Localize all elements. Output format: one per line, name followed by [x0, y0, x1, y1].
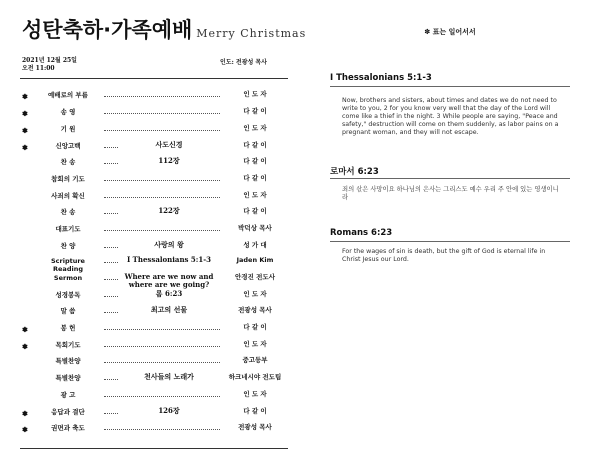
- stand-marker: ✽: [22, 409, 28, 418]
- order-item-leader: 다 같 이: [243, 107, 267, 115]
- dotted-leader: [104, 113, 220, 114]
- order-item-label: 찬 송: [60, 208, 76, 216]
- divider-bottom: [20, 448, 288, 449]
- order-row: [22, 106, 288, 120]
- order-item-label: 신앙고백: [55, 142, 81, 150]
- title-english: Merry Christmas: [196, 27, 307, 40]
- order-item-leader: 다 같 이: [243, 174, 267, 182]
- order-item-label: 대표기도: [55, 225, 81, 233]
- order-row: [22, 372, 288, 386]
- order-item-label: 예배로의 부름: [48, 91, 88, 99]
- order-row: [22, 406, 288, 420]
- order-item-leader: 인 도 자: [243, 191, 267, 199]
- service-leader: 인도: 전광성 목사: [220, 59, 267, 66]
- dotted-leader: [104, 197, 220, 198]
- dotted-leader: [104, 362, 220, 363]
- order-item-label: Scripture Reading: [51, 257, 85, 273]
- order-item-leader: 전광성 목사: [238, 306, 272, 314]
- order-item-label: 응답과 결단: [51, 408, 85, 416]
- dotted-leader: [104, 346, 220, 347]
- order-item-label: 찬 양: [60, 242, 76, 250]
- reading-divider: [330, 86, 570, 87]
- order-item-detail: 롬 6:23: [118, 290, 220, 298]
- order-item-detail: 최고의 선물: [118, 306, 220, 314]
- order-item-detail: 천사들의 노래가: [118, 373, 220, 381]
- order-item-label: 특별찬양: [55, 374, 81, 382]
- dotted-leader: [104, 180, 220, 181]
- order-row: [22, 240, 288, 254]
- order-row: [22, 255, 288, 273]
- stand-marker: ✽: [22, 92, 28, 101]
- dotted-leader: [104, 429, 220, 430]
- order-item-leader: 박덕상 목사: [238, 224, 272, 232]
- reading-text-romans-ko: 죄의 삯은 사망이요 하나님의 은사는 그리스도 예수 우리 주 안에 있는 영생이니라: [342, 186, 559, 201]
- order-row: [22, 339, 288, 353]
- order-item-label: 특별찬양: [55, 357, 81, 365]
- order-item-detail: 112장: [118, 157, 220, 165]
- order-row: [22, 223, 288, 237]
- order-item-label: 송 영: [60, 108, 76, 116]
- title-korean: 성탄축하·가족예배: [22, 18, 193, 42]
- order-row: [22, 190, 288, 204]
- stand-marker: ✽: [22, 143, 28, 152]
- order-item-leader: 인 도 자: [243, 90, 267, 98]
- stand-marker: ✽: [22, 342, 28, 351]
- dotted-leader: [104, 329, 220, 330]
- order-item-leader: 중고등부: [242, 356, 268, 364]
- reading-text-thessalonians: Now, brothers and sisters, about times and dates we do not need to write to you, 2 for you know very well that the day of the Lord will come like a thief in the night. 3 While people are saying, "Peace and safety," destruction will come on them suddenly, as labor pains on a pregnant woman, and they will not escape.: [342, 97, 559, 136]
- order-row: [22, 173, 288, 187]
- stand-marker: ✽: [22, 325, 28, 334]
- order-item-label: 목회기도: [55, 341, 81, 349]
- order-item-detail: I Thessalonians 5:1-3: [118, 256, 220, 264]
- reading-title-romans-en: Romans 6:23: [330, 228, 393, 238]
- order-item-detail: 122장: [118, 207, 220, 215]
- order-item-label: 광 고: [60, 391, 76, 399]
- dotted-leader: [104, 230, 220, 231]
- order-item-leader: 인 도 자: [243, 390, 267, 398]
- reading-divider: [330, 241, 570, 242]
- reading-text-romans-en: For the wages of sin is death, but the gift of God is eternal life in Christ Jesus our Lord.: [342, 248, 546, 263]
- order-row: [22, 123, 288, 137]
- order-item-leader: 다 같 이: [243, 323, 267, 331]
- stand-marker: ✽: [22, 126, 28, 135]
- service-time: 오전 11:00: [22, 65, 55, 72]
- order-item-label: 사죄의 확신: [51, 192, 85, 200]
- order-row: [22, 272, 288, 289]
- order-row: [22, 322, 288, 336]
- order-row: [22, 355, 288, 369]
- order-row: [22, 140, 288, 154]
- order-item-label: 봉 헌: [60, 324, 76, 332]
- order-row: [22, 305, 288, 319]
- order-item-label: Sermon: [53, 274, 83, 282]
- order-item-leader: 다 같 이: [243, 157, 267, 165]
- stand-marker: ✽: [22, 109, 28, 118]
- order-item-leader: 성 가 대: [243, 241, 267, 249]
- service-datetime: [22, 57, 77, 73]
- reading-title-romans-ko: 로마서 6:23: [330, 167, 379, 177]
- dotted-leader: [104, 396, 220, 397]
- order-row: [22, 389, 288, 403]
- order-item-detail: 사도신경: [118, 141, 220, 149]
- order-item-leader: 다 같 이: [243, 141, 267, 149]
- divider-top: [20, 78, 288, 79]
- reading-divider: [330, 178, 570, 179]
- order-item-label: 성경봉독: [55, 291, 81, 299]
- service-date: 2021년 12월 25일: [22, 57, 77, 64]
- order-item-label: 권면과 축도: [51, 424, 85, 432]
- order-item-detail: 사랑의 왕: [118, 241, 220, 249]
- dotted-leader: [104, 96, 220, 97]
- order-row: [22, 89, 288, 103]
- order-item-label: 말 씀: [60, 307, 76, 315]
- order-item-leader: 안경진 전도사: [235, 273, 275, 281]
- order-item-leader: 다 같 이: [243, 207, 267, 215]
- standing-note: ✽ 표는 일어서서: [424, 28, 476, 36]
- order-row: [22, 206, 288, 220]
- reading-title-thessalonians: I Thessalonians 5:1-3: [330, 73, 432, 83]
- order-item-leader: 하크네시야 전도팀: [228, 373, 282, 381]
- order-item-leader: Jaden Kim: [236, 256, 274, 264]
- order-item-label: 기 원: [60, 125, 76, 133]
- order-row: [22, 422, 288, 436]
- bulletin-title: [22, 14, 306, 44]
- order-item-leader: 다 같 이: [243, 407, 267, 415]
- order-item-label: 참회의 기도: [51, 175, 85, 183]
- order-item-label: 찬 송: [60, 158, 76, 166]
- order-row: [22, 289, 288, 303]
- stand-marker: ✽: [22, 425, 28, 434]
- order-item-detail: 126장: [118, 407, 220, 415]
- order-item-leader: 전광성 목사: [238, 423, 272, 431]
- order-item-detail: Where are we now and where are we going?: [118, 273, 220, 289]
- order-row: [22, 156, 288, 170]
- order-item-leader: 인 도 자: [243, 124, 267, 132]
- readings-page: [300, 0, 600, 463]
- dotted-leader: [104, 130, 220, 131]
- order-item-leader: 인 도 자: [243, 290, 267, 298]
- order-item-leader: 인 도 자: [243, 340, 267, 348]
